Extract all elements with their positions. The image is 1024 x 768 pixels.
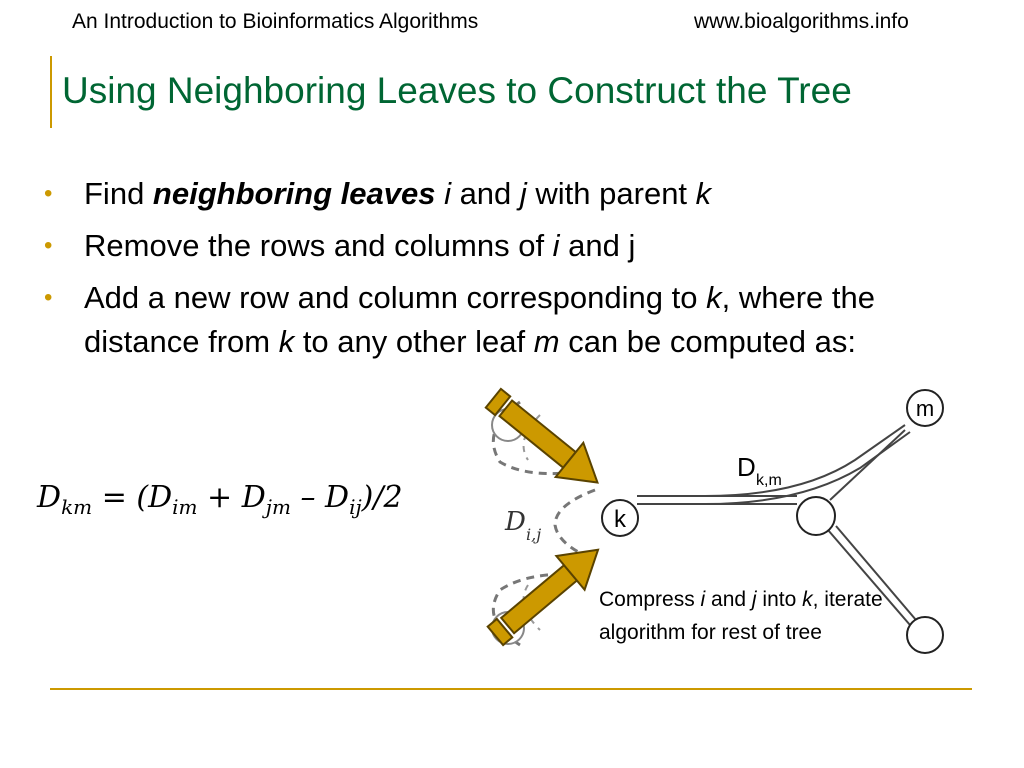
formula-sub: km (61, 495, 93, 519)
node-m-label: m (915, 396, 935, 421)
caption-text: , iterate algorithm for rest of tree (599, 588, 883, 644)
formula-sub: ij (349, 495, 362, 519)
edge-k-m-inner (637, 432, 910, 504)
bullet-1-text: Find (84, 176, 153, 211)
edge-label-dkm-sub: k,m (756, 472, 782, 489)
caption-j: j (751, 588, 757, 611)
caption-text: into (756, 588, 803, 611)
bullet-3-any-leaf: to any other leaf (294, 324, 534, 359)
arrow-upper (479, 381, 611, 500)
bullet-2-and-j: and j (559, 228, 636, 263)
formula-sub: jm (265, 495, 291, 519)
formula-sub: im (172, 495, 198, 519)
bullet-1-and: and (450, 176, 520, 211)
header-course-title: An Introduction to Bioinformatics Algorithms (72, 10, 479, 33)
bullet-3-text: Add a new row and column corresponding to (84, 280, 707, 315)
bullet-3-end: can be computed as: (559, 324, 856, 359)
formula-part: )/2 (361, 480, 403, 515)
bullet-1-bold-term: neighboring leaves (152, 176, 436, 211)
formula-part: + D (197, 480, 266, 515)
bullet-2-text: Remove the rows and columns of (84, 228, 553, 263)
bullet-3-where: , where the distance from (84, 280, 875, 359)
dashed-bracket-middle (555, 490, 595, 560)
header-website: www.bioalgorithms.info (694, 10, 909, 33)
caption-text: and (705, 588, 752, 611)
bullet-1-i: i (444, 176, 451, 211)
bullet-marker: • (44, 232, 53, 259)
slide-title: Using Neighboring Leaves to Construct the Tree (62, 70, 852, 111)
dij-label: D (505, 507, 526, 537)
bullet-1-with-parent: with parent (526, 176, 696, 211)
formula-part: = (D (92, 480, 173, 515)
node-k-label: k (614, 506, 626, 533)
arrow-lower-shaft (501, 565, 577, 633)
caption-k: k (802, 588, 813, 611)
caption-i: i (700, 588, 706, 611)
bullet-3-k2: k (278, 324, 295, 359)
dij-label-sub: i,j (526, 525, 542, 544)
bullet-3-m: m (533, 324, 560, 359)
bullet-3-k1: k (706, 280, 722, 315)
formula-part: D (37, 480, 62, 515)
bullet-1-j: j (519, 176, 527, 211)
node-leaf-bottom-circle (907, 617, 943, 653)
bullet-2-i: i (552, 228, 560, 263)
bullet-marker: • (44, 180, 53, 207)
formula-part: – D (290, 480, 350, 515)
caption-text: Compress (599, 588, 701, 611)
diagram-caption (599, 583, 889, 649)
edge-label-dkm: D (737, 452, 756, 482)
node-internal-circle (797, 497, 835, 535)
edge-internal-upper (830, 430, 905, 500)
arrow-lower (481, 533, 612, 653)
bullet-marker: • (44, 284, 53, 311)
footer-rule (50, 688, 972, 690)
bullet-1-k: k (695, 176, 712, 211)
